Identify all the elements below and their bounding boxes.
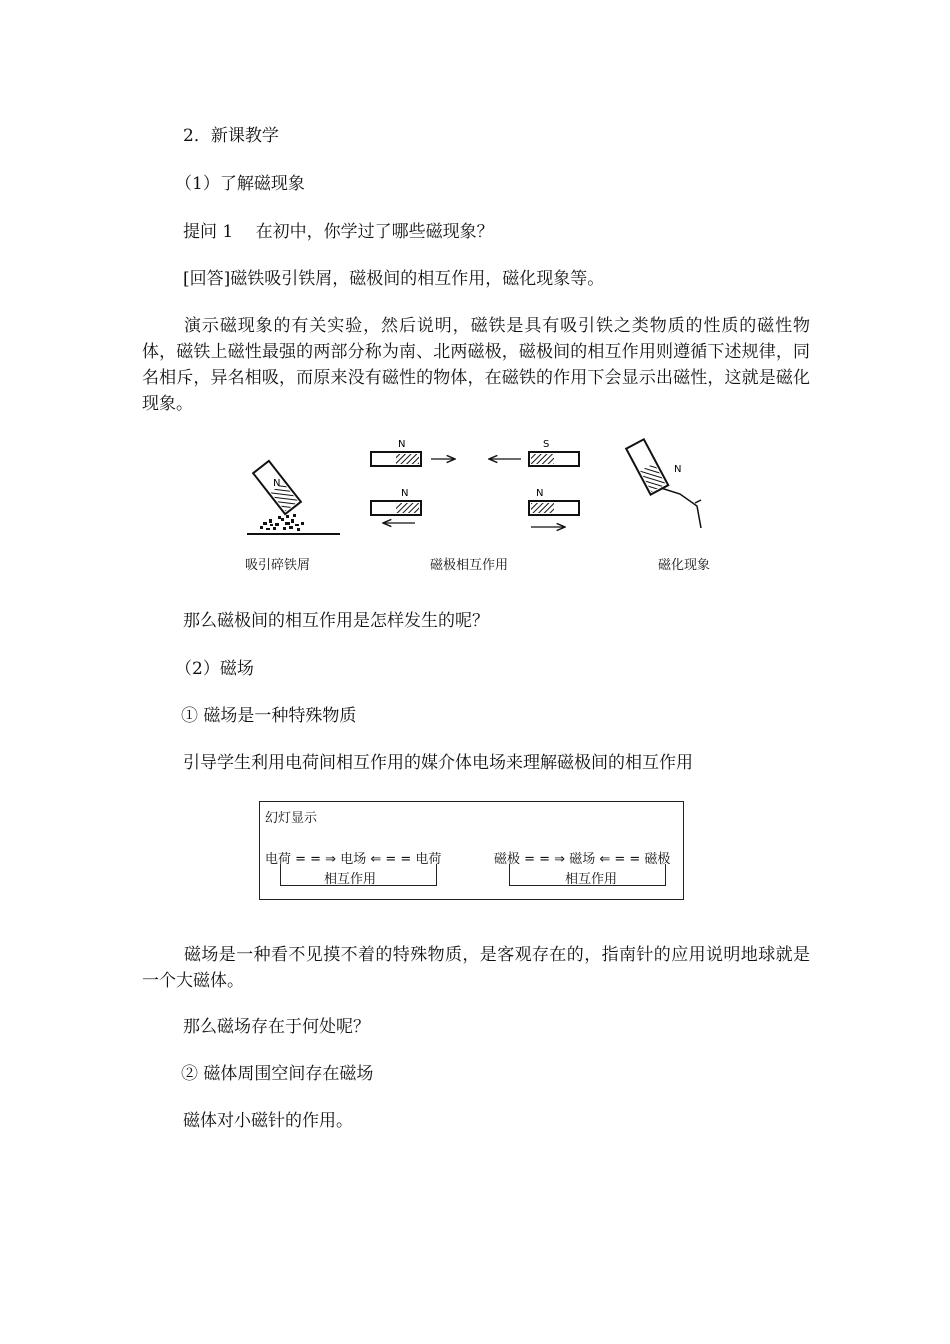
caption-pole-interaction: 磁极相互作用 [430, 558, 509, 573]
paragraph-1: 演示磁现象的有关实验，然后说明，磁铁是具有吸引铁之类物质的性质的磁性物体，磁铁上磁性最强的两部分称为南、北两磁极，磁极间的相互作用则遵循下述规律，同名相斥，异名相吸，而原来没有磁性的物体，在磁铁的作用下会显示出磁性，这就是磁化现象。 [142, 316, 810, 414]
pole-label-s: S [543, 439, 550, 450]
pole-interaction-label: 相互作用 [565, 872, 618, 887]
pole-field-chain: 磁极 = = ⇒ 磁场 ⇐ = = 磁极 [494, 852, 671, 867]
section-heading: 2．新课教学 [183, 126, 279, 146]
subsection-heading-2: （2）磁场 [175, 659, 254, 679]
iron-filings-diagram [247, 461, 340, 534]
magnetization-diagram [626, 439, 701, 528]
pole-interaction-diagram [371, 439, 579, 527]
subsection-heading-1: （1）了解磁现象 [175, 174, 305, 194]
pole-label-n: N [536, 488, 544, 499]
slide-title: 幻灯显示 [265, 811, 318, 826]
caption-magnetization: 磁化现象 [658, 558, 711, 573]
question-2: 那么磁极间的相互作用是怎样发生的呢？ [183, 611, 489, 631]
slide-box [259, 801, 684, 900]
question-3: 那么磁场存在于何处呢？ [183, 1017, 370, 1037]
pole-label-n: N [398, 439, 406, 450]
point-2: ② 磁体周围空间存在磁场 [181, 1064, 374, 1084]
closing-line: 磁体对小磁针的作用。 [183, 1111, 353, 1131]
caption-iron-filings: 吸引碎铁屑 [245, 558, 311, 573]
charge-field-chain: 电荷 = = ⇒ 电场 ⇐ = = 电荷 [265, 852, 442, 867]
answer-1: [回答]磁铁吸引铁屑，磁极间的相互作用，磁化现象等。 [183, 269, 605, 289]
pole-label-n: N [401, 488, 409, 499]
point-1: ① 磁场是一种特殊物质 [181, 706, 357, 726]
question-1: 提问 1 在初中，你学过了哪些磁现象？ [183, 222, 494, 242]
pole-label-n: N [674, 464, 682, 475]
guide-text: 引导学生利用电荷间相互作用的媒介体电场来理解磁极间的相互作用 [183, 753, 693, 773]
charge-interaction-label: 相互作用 [324, 872, 377, 887]
pole-label-n: N [273, 478, 281, 489]
paragraph-2: 磁场是一种看不见摸不着的特殊物质，是客观存在的，指南针的应用说明地球就是一个大磁体。 [142, 945, 810, 991]
